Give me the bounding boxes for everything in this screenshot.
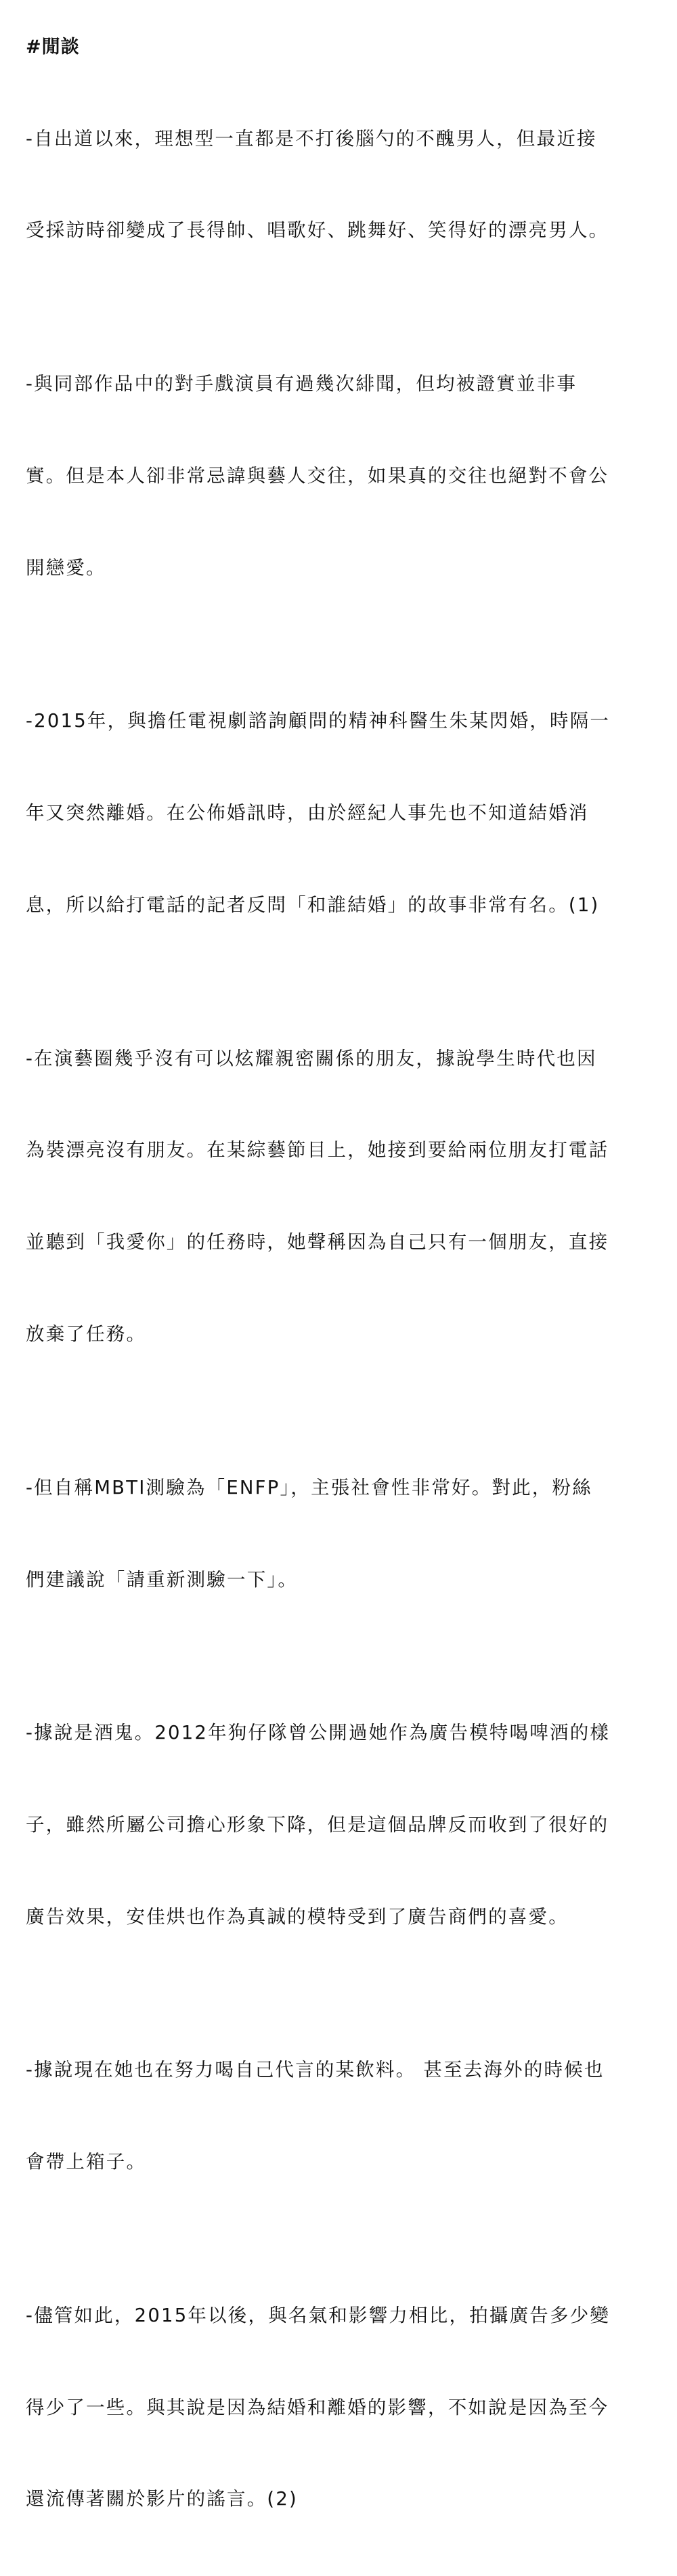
text-line: 受採訪時卻變成了長得帥、唱歌好、跳舞好、笑得好的漂亮男人。	[26, 219, 609, 242]
text-line: -但自稱MBTI測驗為「ENFP」，主張社會性非常好。對此，粉絲	[26, 1476, 592, 1498]
text-line: 還流傳著關於影片的謠言。(2)	[26, 2488, 298, 2510]
text-line: 廣告效果，安佳烘也作為真誠的模特受到了廣告商們的喜愛。	[26, 1905, 569, 1928]
text-line: -儘管如此，2015年以後，與名氣和影響力相比，拍攝廣告多少變	[26, 2304, 611, 2326]
text-line: -2015年，與擔任電視劇諮詢顧問的精神科醫生朱某閃婚，時隔一	[26, 710, 611, 732]
paragraph-ads	[26, 2239, 651, 2576]
text-line: -據說是酒鬼。2012年狗仔隊曾公開過她作為廣告模特喝啤酒的樣	[26, 1722, 611, 1744]
text-line: -與同部作品中的對手戲演員有過幾次緋聞，但均被證實並非事	[26, 372, 577, 395]
text-line: 放棄了任務。	[26, 1323, 147, 1346]
text-line: -自出道以來，理想型一直都是不打後腦勺的不醜男人，但最近接	[26, 127, 597, 150]
text-line: 開戀愛。	[26, 556, 106, 579]
text-line: -據說現在她也在努力喝自己代言的某飲料。 甚至去海外的時候也	[26, 2059, 605, 2081]
text-line: 息，所以給打電話的記者反問「和誰結婚」的故事非常有名。(1)	[26, 894, 600, 916]
text-line: 為裝漂亮沒有朋友。在某綜藝節目上，她接到要給兩位朋友打電話	[26, 1139, 609, 1161]
paragraph-marriage	[26, 645, 651, 982]
text-line: 們建議說「請重新測驗一下」。	[26, 1568, 299, 1591]
paragraph-ideal-type	[26, 62, 651, 307]
text-line: 實。但是本人卻非常忌諱與藝人交往，如果真的交往也絕對不會公	[26, 464, 609, 487]
text-line: 並聽到「我愛你」的任務時，她聲稱因為自己只有一個朋友，直接	[26, 1231, 609, 1253]
text-line: 子，雖然所屬公司擔心形象下降，但是這個品牌反而收到了很好的	[26, 1813, 609, 1836]
paragraph-mbti	[26, 1411, 651, 1656]
text-line: 得少了一些。與其說是因為結婚和離婚的影響，不如說是因為至今	[26, 2396, 609, 2418]
text-line: -在演藝圈幾乎沒有可以炫耀親密關係的朋友，據說學生時代也因	[26, 1047, 597, 1069]
paragraph-rumors	[26, 307, 651, 644]
paragraph-beverage	[26, 1994, 651, 2239]
paragraph-drinker	[26, 1656, 651, 1993]
text-line: 會帶上箱子。	[26, 2151, 147, 2173]
paragraph-friends	[26, 982, 651, 1411]
section-heading: #閒談	[26, 37, 80, 58]
text-line: 年又突然離婚。在公佈婚訊時，由於經紀人事先也不知道結婚消	[26, 802, 589, 824]
